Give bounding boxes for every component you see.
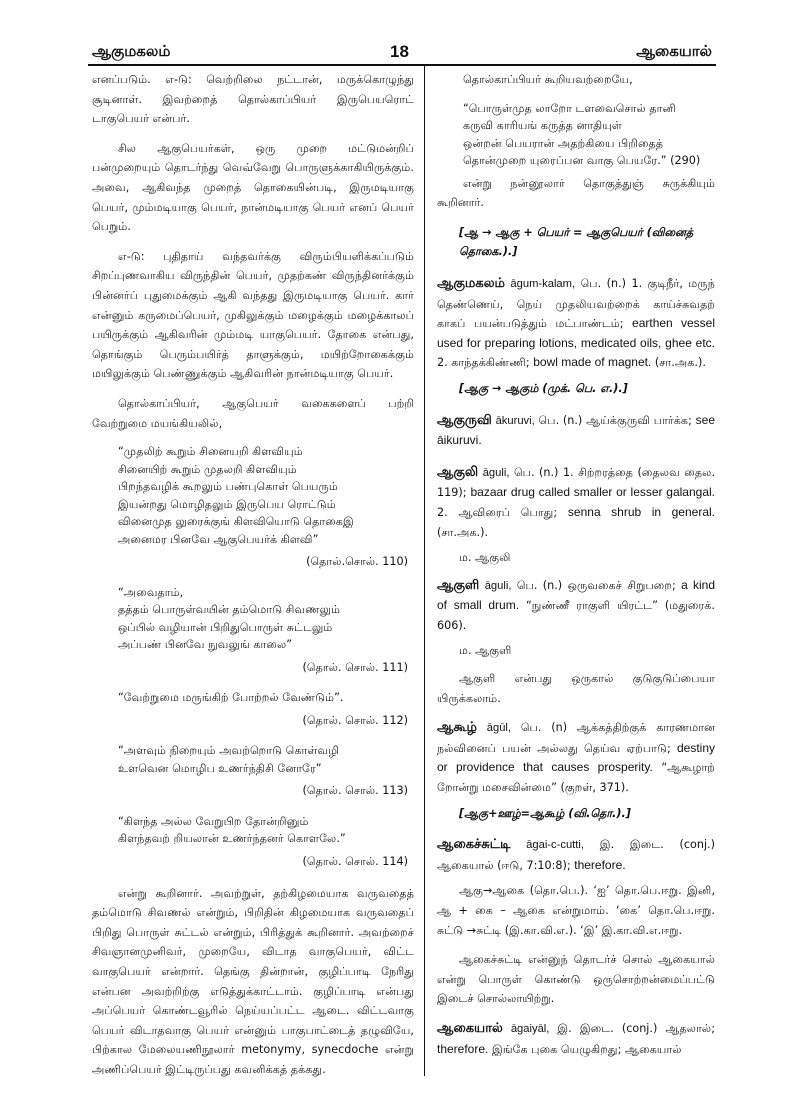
english-gloss: see āikuruvi.: [437, 412, 716, 448]
verse-quote: [92, 742, 414, 777]
part-of-speech: இ. இடை. (conj.): [599, 838, 715, 852]
paragraph: எ-டு: புதிதாய் வந்தவர்க்கு விரும்பியளிக்கப்படும் சிறப்புணவாகிய விருந்தின் பெயர், முதற்கண் விருந்தினர்க்கும் பின்னர்ப் புதுமைக்கும் ஆகி வந்தது இருமடியாகு பெயர். கார் என்னும் கருமைப்பெயர், முகிலுக்கும் மழைக்கும் மழைக்காலப் பயிருக்கும் ஆகிவரின் மும்மடி யாகுபெயர். தோகை என்பது, தொங்கும் பெரும்பயிர்த் தாளுக்கும், மயிற்றோகைக்கும் மயிலுக்கும் பெண்ணுக்கும் ஆகிவரின் நான்மடியாகு பெயர்.: [92, 249, 414, 381]
citation: (தொல். சொல். 111): [302, 660, 408, 674]
transliteration: āgai-c-cutti,: [526, 839, 584, 852]
definition: ஆக்கத்திற்குக் காரணமான நல்வினைப் பயன் அல்லது தெய்வ ஏற்பாடு;: [437, 721, 715, 755]
paragraph: என்று கூறினார். அவற்றுள், தற்கிழமையாக வருவதைத் தம்மொடு சிவணல் என்றும், பிறிதின் கிழமையாக வருவதைப் பிறிது பொருள் சுட்டல் என்றும், பிரித்துக் கூறினார். அவற்றைச் சிவஞானமுனிவர், முறையே, விடாத வாகுபெயர், விட்ட வாகுபெயர் என்றார். தெங்கு தின்றான், குழிப்பாடி நேரிது என்பன அவற்றிற்கு எடுத்துக்காட்டாம். குழிப்பாடி என்பது அப்பெயர் கொண்டவூரில் நெய்யப்பட்ட ஆடை. விட்டவாகு பெயர் விடாதவாகு பெயர் என்னும் பாகுபாட்டைத் தழுவியே, பிற்கால மேலையணிநூலார் metonymy, synecdoche என்று அணிப்பெயர் இட்டிருப்பது கவனிக்கத் தக்கது.: [92, 886, 414, 1076]
transliteration: āgūl,: [486, 722, 512, 735]
etymology: [ஆகு+ஊழ்=ஆகூழ் (வி.தொ.).]: [459, 806, 631, 820]
verse-line: இயன்றது மொழிதலும் இருபெய ரொட்டும்: [118, 497, 336, 511]
citation: (தொல். சொல். 112): [302, 713, 408, 727]
running-head-right: ஆகையால்: [636, 42, 712, 60]
header-rule: [88, 64, 716, 66]
definition: ஆதலால்;: [665, 1021, 715, 1035]
verse-line: தத்தம் பொருள்வயின் தம்மொடு சிவணலும்: [118, 603, 340, 617]
paragraph: சில ஆகுபெயர்கள், ஒரு முறை மட்டுமன்றிப் பன்முறையும் தொடர்ந்து வெவ்வேறு பொருளுக்காகியிருக்கும். அவை, ஆகிவந்த முறைத் தொகையின்படி, இருமடியாகு பெயர், மும்மடியாகு பெயர், நான்மடியாகு பெயர் எனப் பெயர் பெறும்.: [92, 141, 414, 234]
etymology: [ஆகு → ஆகும் (முக். பெ. எ.).]: [459, 381, 628, 395]
definition: ஆகையால் (ஈடு, 7:10:8);: [437, 858, 571, 872]
verse-line: ஒப்பில் வழியான் பிறிதுபொருள் சுட்டலும்: [118, 620, 333, 634]
source-ref: (சா.அக.).: [437, 525, 489, 539]
english-gloss: senna shrub in general.: [567, 504, 715, 519]
english-gloss: destiny or providence that causes prosperity.: [437, 740, 715, 775]
english-gloss: earthen vessel used for preparing lotions, medicated oils, ghee etc.: [437, 316, 716, 350]
running-head-left: ஆகுமகலம்: [92, 42, 171, 60]
english-gloss: bazaar drug called smaller or lesser galangal.: [470, 485, 715, 500]
english-gloss: therefore.: [574, 857, 626, 872]
headword: ஆகையால்: [437, 1020, 503, 1036]
transliteration: āgum-kalam,: [510, 277, 576, 290]
citation: (தொல்.சொல். 110): [306, 555, 408, 569]
dictionary-entry: [437, 274, 715, 373]
definition: 1. குடிநீர், மருந் தெண்ணெய், நெய் முதலியவற்றைக் காய்ச்சுவதற் காகப் பயன்படுத்தும் மட்பாண்டம்;: [437, 276, 715, 331]
dictionary-entry: [437, 835, 715, 875]
headword: ஆகைச்சுட்டி: [437, 837, 511, 853]
verse-line: கருவி காரியங் கருத்த னாதியுள்: [463, 119, 623, 133]
verse-line: ஒன்றன் பெயரான் அதற்கியை பிறிதைத்: [463, 136, 664, 150]
headword: ஆகூழ்: [437, 720, 477, 736]
verse-quote: [92, 689, 414, 707]
verse-line: வினைமுத லுரைக்குங் கிளவியொடு தொகைஇ: [118, 515, 354, 529]
column-divider: [424, 66, 425, 1076]
definition: ஒருவகைச் சிறுபறை;: [567, 578, 676, 592]
headword: ஆகுலி: [437, 464, 479, 480]
headword: ஆகுளி: [437, 577, 480, 593]
entry-note: ஆகைச்சுட்டி என்னுந் தொடர்ச் சொல் ஆகையால் என்று பொருள் கொண்டு ஒருசொற்றன்மைப்பட்டு இடைச் சொல்லாயிற்று.: [437, 953, 715, 1006]
definition: ஆய்க்குருவி பார்க்க;: [586, 413, 692, 427]
english-gloss: a kind of small drum.: [437, 577, 716, 613]
headword: ஆகுமகலம்: [437, 275, 505, 291]
part-of-speech: பெ. (n): [520, 721, 568, 735]
definition: 2. காந்தக்கிண்ணி;: [437, 356, 530, 370]
verse-quote: [92, 584, 414, 654]
transliteration: āguli,: [482, 466, 510, 479]
headword: ஆகுருவி: [437, 412, 492, 428]
etymology: [ஆ → ஆகு + பெயர் = ஆகுபெயர் (வினைத் தொகை.).]: [459, 225, 694, 259]
definition: 2. ஆவிரைப் பொது;: [437, 505, 558, 519]
verse-line: “முதலிற் கூறும் சினையறி கிளவியும்: [118, 445, 303, 459]
transliteration: āgaiyāl,: [510, 1022, 550, 1035]
verse-quote: [92, 443, 414, 548]
verse-line: சினையிற் கூறும் முதலறி கிளவியும்: [118, 462, 297, 476]
right-column: [437, 70, 715, 1065]
verse-line: “அவைதாம்,: [118, 585, 184, 599]
verse-line: அப்பண் பினவே நுவலுங் காலை”: [118, 638, 293, 652]
left-column: [92, 70, 414, 1090]
part-of-speech: பெ. (n.): [580, 276, 626, 290]
paragraph: தொல்காப்பியர் கூறியவற்றையே,: [463, 73, 633, 86]
page-number: 18: [390, 42, 409, 61]
verse-line: “அளவும் நிறையும் அவற்றொடு கொள்வழி: [118, 744, 340, 758]
verse-line: “கிளந்த அல்ல வேறுபிற தோன்றினும்: [118, 814, 309, 828]
verse-line: பிறந்தவழிக் கூறலும் பண்புகொள் பெயரும்: [118, 480, 338, 494]
paragraph: என்று நன்னூலார் தொகுத்துஞ் சுருக்கியும் கூறினார்.: [437, 176, 715, 210]
part-of-speech: பெ. (n.): [516, 578, 563, 592]
part-of-speech: பெ. (n.): [513, 465, 559, 479]
definition: 1. சிற்றரத்தை (தைலவ தைல. 119);: [437, 465, 715, 500]
paragraph: எனப்படும். எ-டு: வெற்றிலை நட்டான், மருக்கொழுந்து சூடினாள். இவற்றைத் தொல்காப்பியர் இருபெயரொட் டாகுபெயர் என்பர்.: [92, 73, 414, 126]
paragraph: தொல்காப்பியர், ஆகுபெயர் வகைகளைப் பற்றி வேற்றுமை மயங்கியலில்,: [92, 396, 414, 430]
citation: (தொல். சொல். 113): [302, 784, 408, 798]
verse-line: “வேற்றுமை மருங்கிற் போற்றல் வேண்டும்”.: [118, 691, 344, 705]
part-of-speech: பெ. (n.): [538, 413, 583, 427]
dictionary-entry: [437, 411, 715, 451]
verse-line: அனைமர பினவே ஆகுபெயர்க் கிளவி”: [118, 532, 319, 546]
verse-line: “பொருள்முத லாறோ டளவைசொல் தானி: [463, 101, 676, 115]
verse-quote: [92, 813, 414, 848]
english-gloss: bowl made of magnet.: [533, 355, 652, 370]
verse-quote: [437, 100, 715, 170]
english-gloss: therefore.: [437, 1041, 489, 1056]
transliteration: ākuruvi,: [495, 414, 535, 427]
malayalam-cognate: ம. ஆகுலி: [459, 551, 511, 565]
quotation: “ஆகூழாற் றோன்று மசைவின்மை” (குறள், 371).: [437, 761, 715, 795]
dictionary-entry: [437, 463, 715, 542]
quotation: “நுண்ணீ ராகுளி யிரட்ட” (மதுரைக். 606).: [437, 599, 715, 632]
malayalam-cognate: ம. ஆகுளி: [459, 644, 512, 658]
citation: (தொல். சொல். 114): [302, 854, 408, 868]
part-of-speech: இ. இடை. (conj.): [557, 1021, 658, 1035]
definition: இங்கே புகை யெழுகிறது; ஆகையால்: [491, 1042, 682, 1056]
transliteration: āguli,: [484, 579, 512, 592]
entry-note: ஆகுளி என்பது ஒருகால் குடுகுடுப்பையா யிருக்கலாம்.: [437, 672, 715, 705]
verse-line: தொன்முறை யுரைப்பன வாகு பெயரே.” (290): [463, 154, 701, 168]
verse-line: உளவென மொழிப உணர்ந்திசி னோரே”: [118, 761, 322, 775]
source-ref: (சா.அக.).: [654, 356, 706, 370]
dictionary-entry: [437, 576, 715, 636]
dictionary-entry: [437, 1019, 715, 1059]
dictionary-entry: [437, 718, 715, 797]
entry-note: ஆகு→ஆகை (தொ.பெ.). ‘ஐ’ தொ.பெ.ஈறு. இனி, ஆ + கை – ஆகை என்றுமாம். ‘கை’ தொ.பெ.ஈறு. சுட்டு →சுட்டி (இ.கா.வி.எ.). ‘இ’ இ.கா.வி.எ.ஈறு.: [437, 884, 715, 937]
verse-line: கிளந்தவற் றியலான் உணர்ந்தனர் கொளலே.”: [118, 832, 346, 846]
